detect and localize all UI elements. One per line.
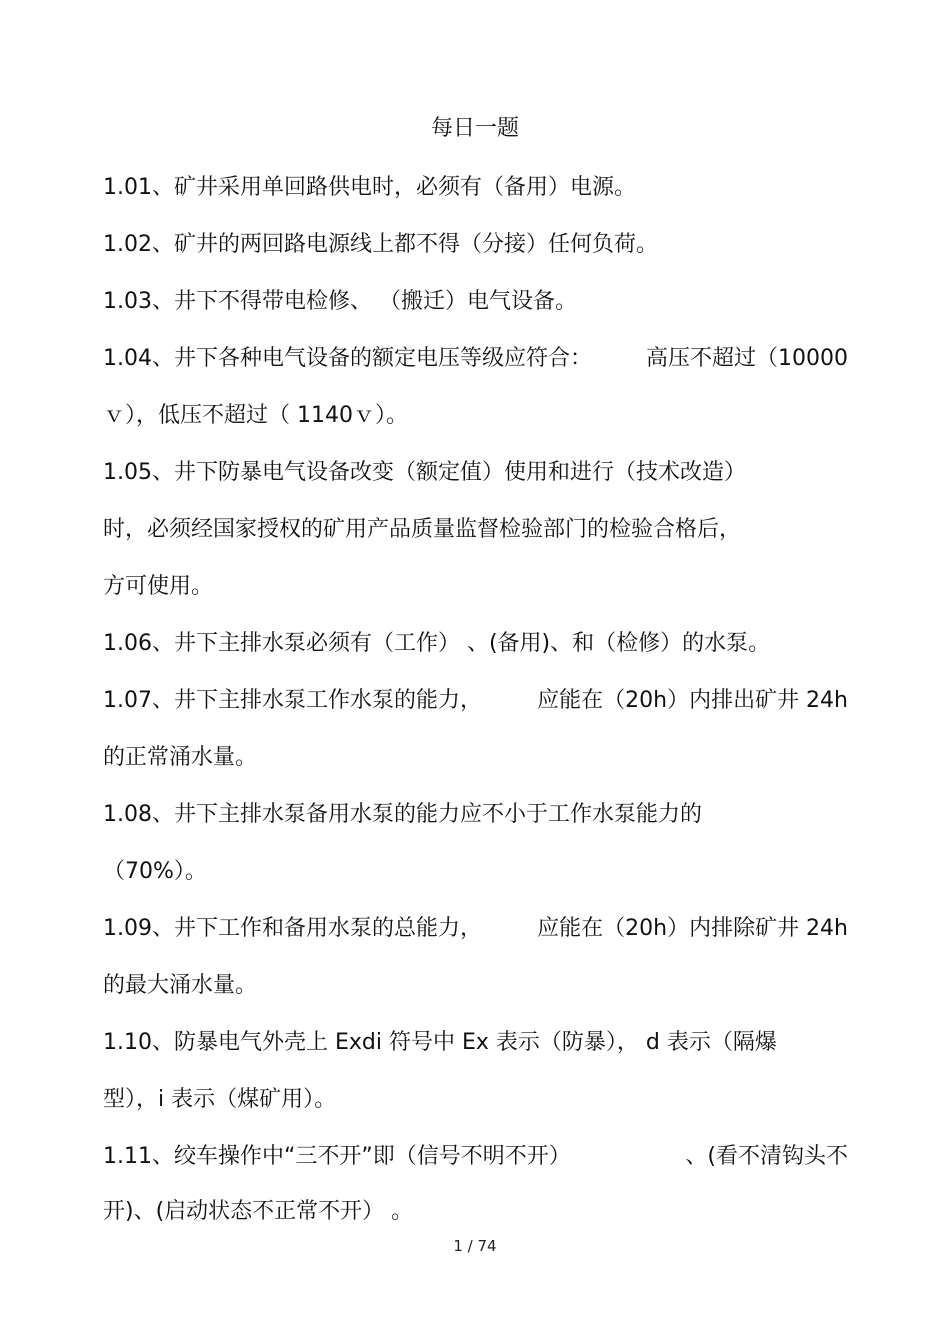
question-1-04-text-b: 高压不超过（10000 <box>646 346 848 371</box>
question-1-05-line-2: 时，必须经国家授权的矿用产品质量监督检验部门的检验合格后， <box>103 517 742 542</box>
question-1-07-text-b: 应能在（20h）内排出矿井 24h <box>537 688 848 713</box>
question-1-03: 1.03、井下不得带电检修、 （搬迁）电气设备。 <box>103 289 577 314</box>
question-1-02: 1.02、矿井的两回路电源线上都不得（分接）任何负荷。 <box>103 232 658 257</box>
page-title: 每日一题 <box>430 116 519 141</box>
question-1-05-line-1: 1.05、井下防暴电气设备改变（额定值）使用和进行（技术改造） <box>103 460 746 485</box>
question-1-11-text-b: 、(看不清钩头不 <box>685 1144 848 1169</box>
question-1-04-line-1 <box>103 344 848 374</box>
question-1-06: 1.06、井下主排水泵必须有（工作） 、(备用)、和（检修）的水泵。 <box>103 631 771 656</box>
question-1-11-line-1 <box>103 1142 848 1172</box>
question-1-01: 1.01、矿井采用单回路供电时，必须有（备用）电源。 <box>103 175 636 200</box>
question-1-07-line-1 <box>103 686 848 716</box>
question-1-11-text-a: 1.11、绞车操作中“三不开”即（信号不明不开） <box>103 1144 571 1169</box>
question-1-10-line-1: 1.10、防暴电气外壳上 Exdi 符号中 Ex 表示（防暴）， d 表示（隔爆 <box>103 1030 777 1055</box>
question-1-11-line-2: 开)、(启动状态不正常不开） 。 <box>103 1199 414 1224</box>
question-1-09-text-b: 应能在（20h）内排除矿井 24h <box>537 916 848 941</box>
question-1-08-line-1: 1.08、井下主排水泵备用水泵的能力应不小于工作水泵能力的 <box>103 802 702 827</box>
question-1-04-text-a: 1.04、井下各种电气设备的额定电压等级应符合： <box>103 346 592 371</box>
question-1-04-line-2: ｖ），低压不超过（ 1140ｖ）。 <box>103 403 408 428</box>
question-1-09-text-a: 1.09、井下工作和备用水泵的总能力， <box>103 916 482 941</box>
question-1-08-line-2: （70%）。 <box>103 859 207 884</box>
question-1-09-line-2: 的最大涌水量。 <box>103 973 258 998</box>
question-1-07-line-2: 的正常涌水量。 <box>103 745 258 770</box>
question-1-10-line-2: 型），i 表示（煤矿用）。 <box>103 1087 337 1112</box>
question-1-07-text-a: 1.07、井下主排水泵工作水泵的能力， <box>103 688 482 713</box>
page-number: 1 / 74 <box>453 1237 497 1255</box>
question-1-09-line-1 <box>103 914 848 944</box>
question-1-05-line-3: 方可使用。 <box>103 574 214 599</box>
